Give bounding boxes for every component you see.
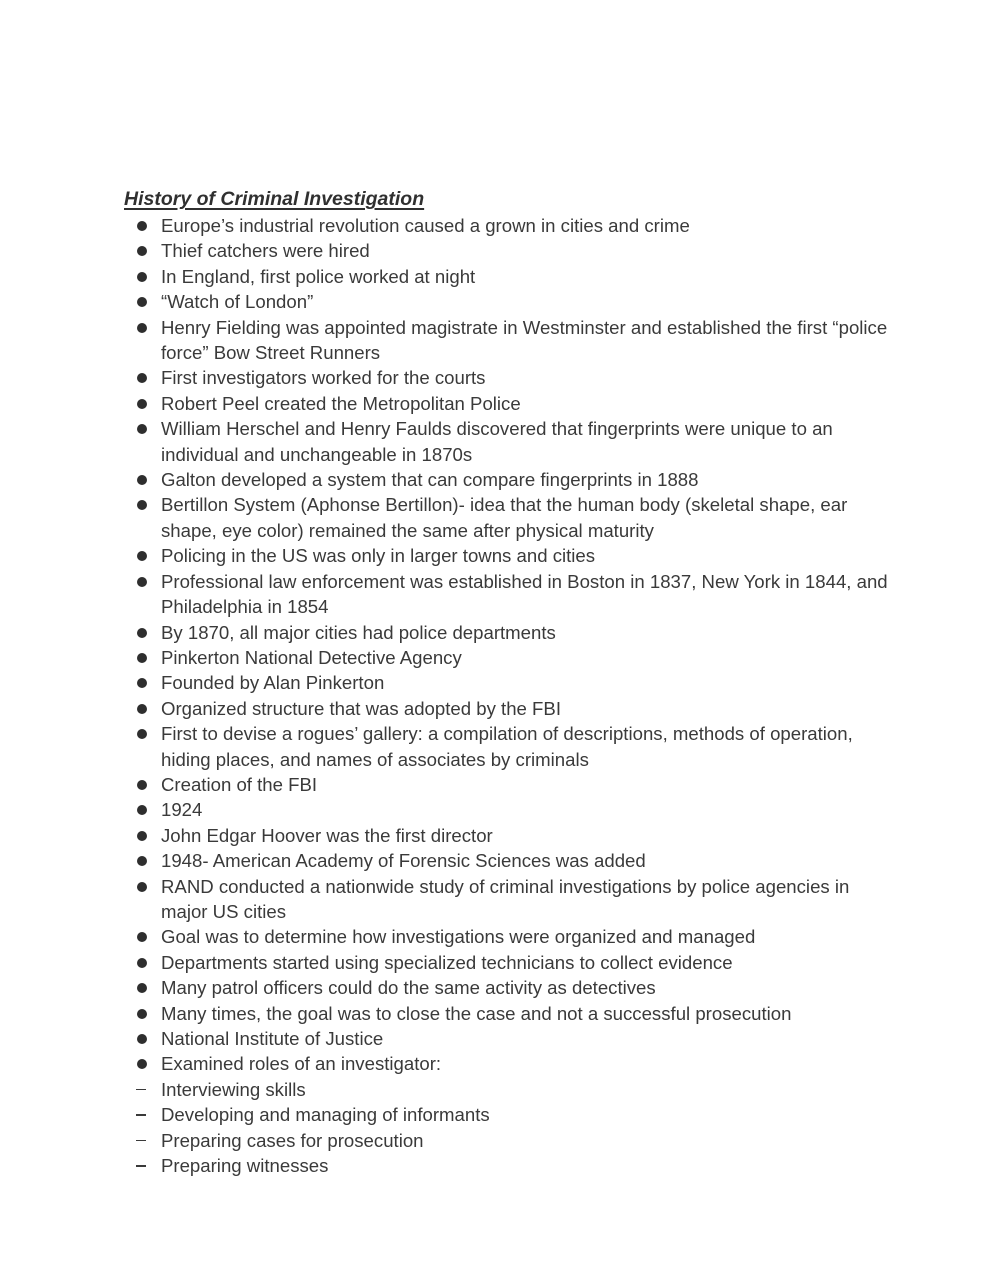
sub-list-item bbox=[132, 1128, 892, 1153]
bullet-icon bbox=[137, 805, 147, 815]
bullet-icon bbox=[137, 983, 147, 993]
bullet-icon bbox=[137, 882, 147, 892]
list-item-text: Pinkerton National Detective Agency bbox=[161, 646, 462, 668]
sub-list-item bbox=[132, 1153, 892, 1178]
list-item bbox=[132, 874, 892, 925]
bullet-icon bbox=[137, 221, 147, 231]
list-item-text: Professional law enforcement was established in Boston in 1837, New York in 1844, and Philadelphia in 1854 bbox=[161, 570, 888, 618]
dash-icon bbox=[136, 1165, 146, 1167]
bullet-icon bbox=[137, 1059, 147, 1069]
list-item-text: Bertillon System (Aphonse Bertillon)- idea that the human body (skeletal shape, ear shape, eye color) remained the same after physical maturity bbox=[161, 494, 848, 541]
list-item bbox=[132, 467, 892, 492]
sub-list-item bbox=[132, 1077, 892, 1102]
list-item bbox=[132, 1026, 892, 1051]
list-item bbox=[132, 620, 892, 645]
list-item bbox=[132, 823, 892, 848]
list-item bbox=[132, 391, 892, 416]
list-item bbox=[132, 543, 892, 568]
list-item bbox=[132, 1051, 892, 1076]
bullet-icon bbox=[137, 475, 147, 485]
list-item-text: Robert Peel created the Metropolitan Police bbox=[161, 392, 521, 414]
bullet-icon bbox=[137, 577, 147, 587]
list-item-text: First to devise a rogues’ gallery: a compilation of descriptions, methods of operation, hiding places, and names of associates by criminals bbox=[161, 723, 853, 770]
list-item-text: First investigators worked for the courts bbox=[161, 367, 486, 389]
bullet-icon bbox=[137, 780, 147, 790]
bullet-icon bbox=[137, 856, 147, 866]
list-item bbox=[132, 1001, 892, 1026]
list-item bbox=[132, 365, 892, 390]
list-item-text: RAND conducted a nationwide study of criminal investigations by police agencies in major US cities bbox=[161, 875, 850, 922]
list-item bbox=[132, 924, 892, 949]
list-item-text: In England, first police worked at night bbox=[161, 265, 476, 287]
list-item-text: Many times, the goal was to close the case and not a successful prosecution bbox=[161, 1002, 792, 1024]
list-item-text: Organized structure that was adopted by the FBI bbox=[161, 697, 561, 719]
list-item-text: Henry Fielding was appointed magistrate in Westminster and established the first “police force” Bow Street Runners bbox=[161, 316, 888, 364]
list-item bbox=[132, 772, 892, 797]
list-item bbox=[132, 975, 892, 1000]
list-item bbox=[132, 696, 892, 721]
list-item bbox=[132, 797, 892, 822]
list-item-text: “Watch of London” bbox=[161, 291, 314, 313]
bullet-icon bbox=[137, 272, 147, 282]
bullet-icon bbox=[137, 551, 147, 561]
bullet-icon bbox=[137, 424, 147, 434]
list-item-text: Examined roles of an investigator: bbox=[161, 1053, 442, 1075]
bullet-icon bbox=[137, 958, 147, 968]
bullet-icon bbox=[137, 297, 147, 307]
notes-list bbox=[132, 213, 892, 1178]
list-item-text: Developing and managing of informants bbox=[161, 1104, 490, 1126]
list-item-text: Policing in the US was only in larger towns and cities bbox=[161, 545, 596, 567]
dash-icon bbox=[136, 1089, 146, 1091]
list-item-text: Departments started using specialized technicians to collect evidence bbox=[161, 951, 733, 973]
list-item bbox=[132, 848, 892, 873]
bullet-icon bbox=[137, 1034, 147, 1044]
list-item bbox=[132, 238, 892, 263]
list-item bbox=[132, 315, 892, 366]
bullet-icon bbox=[137, 246, 147, 256]
list-item bbox=[132, 721, 892, 772]
list-item bbox=[132, 213, 892, 238]
bullet-icon bbox=[137, 628, 147, 638]
list-item-text: William Herschel and Henry Faulds discovered that fingerprints were unique to an individual and unchangeable in 1870s bbox=[161, 418, 833, 465]
list-item bbox=[132, 950, 892, 975]
list-item-text: 1924 bbox=[161, 799, 203, 821]
bullet-icon bbox=[137, 932, 147, 942]
dash-icon bbox=[136, 1140, 146, 1142]
bullet-icon bbox=[137, 831, 147, 841]
bullet-icon bbox=[137, 653, 147, 663]
list-item-text: Preparing cases for prosecution bbox=[161, 1129, 424, 1151]
bullet-icon bbox=[137, 399, 147, 409]
list-item-text: National Institute of Justice bbox=[161, 1028, 384, 1049]
bullet-icon bbox=[137, 323, 147, 333]
bullet-icon bbox=[137, 678, 147, 688]
list-item bbox=[132, 569, 892, 620]
list-item-text: By 1870, all major cities had police departments bbox=[161, 621, 556, 643]
sub-list-item bbox=[132, 1102, 892, 1127]
list-item bbox=[132, 670, 892, 695]
list-item-text: Galton developed a system that can compare fingerprints in 1888 bbox=[161, 469, 699, 491]
document-title: History of Criminal Investigation bbox=[124, 188, 425, 210]
list-item-text: Many patrol officers could do the same activity as detectives bbox=[161, 977, 656, 999]
bullet-icon bbox=[137, 1009, 147, 1019]
list-item-text: Founded by Alan Pinkerton bbox=[161, 672, 385, 694]
bullet-icon bbox=[137, 500, 147, 510]
list-item bbox=[132, 264, 892, 289]
dash-icon bbox=[136, 1114, 146, 1116]
list-item-text: Goal was to determine how investigations were organized and managed bbox=[161, 926, 756, 948]
bullet-icon bbox=[137, 704, 147, 714]
list-item-text: Thief catchers were hired bbox=[161, 240, 370, 262]
list-item-text: Preparing witnesses bbox=[161, 1155, 329, 1177]
list-item-text: 1948- American Academy of Forensic Sciences was added bbox=[161, 850, 646, 872]
list-item bbox=[132, 289, 892, 314]
list-item bbox=[132, 416, 892, 467]
list-item bbox=[132, 492, 892, 543]
list-item-text: Europe’s industrial revolution caused a grown in cities and crime bbox=[161, 215, 690, 236]
list-item-text: Creation of the FBI bbox=[161, 773, 318, 795]
bullet-icon bbox=[137, 373, 147, 383]
list-item bbox=[132, 645, 892, 670]
bullet-icon bbox=[137, 729, 147, 739]
list-item-text: John Edgar Hoover was the first director bbox=[161, 824, 493, 846]
list-item-text: Interviewing skills bbox=[161, 1078, 306, 1100]
